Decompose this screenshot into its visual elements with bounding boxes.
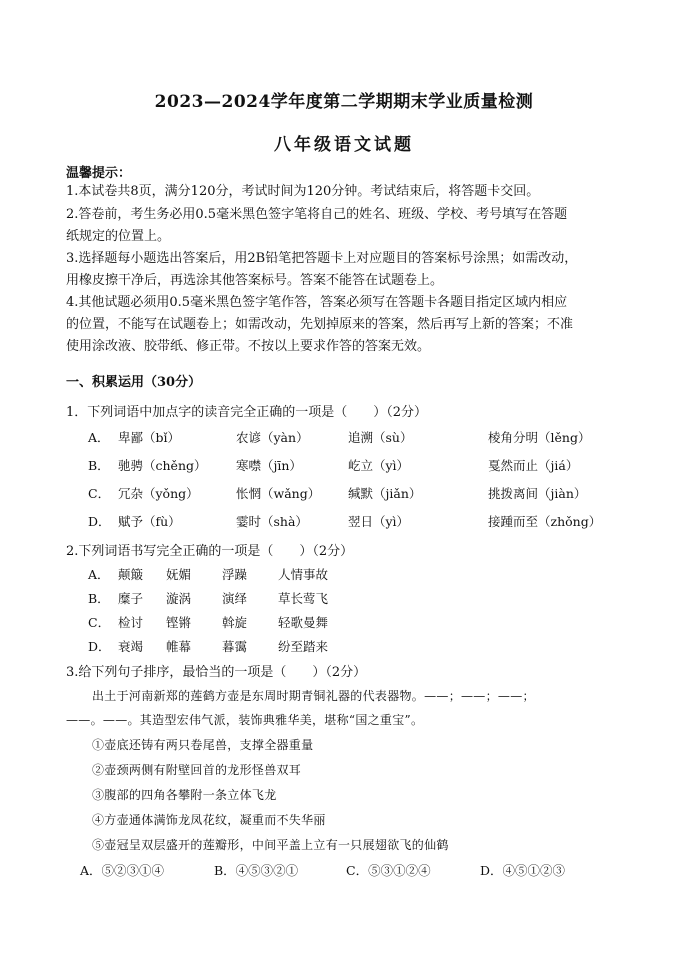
option-label: B． <box>88 591 110 606</box>
option-item: 颠簸 <box>118 567 144 582</box>
option-item: 衰竭 <box>118 639 144 654</box>
tip-line: 1.本试卷共8页，满分120分，考试时间为120分钟。考试结束后，将答题卡交回。 <box>66 184 540 199</box>
exam-subtitle: 八年级语文试题 <box>274 135 414 155</box>
answer-option: D．④⑤①②③ <box>480 863 566 878</box>
sentence-item: ②壶颈两侧有附壁回首的龙形怪兽双耳 <box>92 763 302 777</box>
option-item: 缄默（jiǎn） <box>348 486 422 501</box>
option-item: 浮躁 <box>222 567 248 582</box>
option-item: 赋予（fù） <box>118 514 181 529</box>
option-item: 寒噤（jīn） <box>236 458 302 473</box>
answer-option: A．⑤②③①④ <box>80 863 165 878</box>
option-label: C． <box>88 486 111 501</box>
option-item: 轻歌曼舞 <box>278 615 329 630</box>
tips-heading: 温馨提示： <box>66 166 132 181</box>
passage-line: 出土于河南新郑的莲鹤方壶是东周时期青铜礼器的代表器物。——；——；——； <box>92 689 535 703</box>
option-item: 纷至踏来 <box>278 639 329 654</box>
option-item: 棱角分明（lěng） <box>488 430 591 445</box>
option-item: 翌日（yì） <box>348 514 410 529</box>
option-item: 屹立（yì） <box>348 458 410 473</box>
option-item: 草长莺飞 <box>278 591 329 606</box>
option-item: 挑拨离间（jiàn） <box>488 486 587 501</box>
option-label: D． <box>88 639 111 654</box>
option-item: 农谚（yàn） <box>236 430 309 445</box>
tip-line: 使用涂改液、胶带纸、修正带。不按以上要求作答的答案无效。 <box>66 339 431 354</box>
tip-line: 纸规定的位置上。 <box>66 229 171 244</box>
option-item: 怅惘（wǎng） <box>236 486 321 501</box>
question-1-stem: 1．下列词语中加点字的读音完全正确的一项是（ ）（2分） <box>66 405 428 420</box>
option-label: A． <box>88 567 110 582</box>
tip-line: 3.选择题每小题选出答案后，用2B铅笔把答题卡上对应题目的答案标号涂黑；如需改动， <box>66 251 578 266</box>
option-item: 漩涡 <box>166 591 192 606</box>
sentence-item: ⑤壶冠呈双层盛开的莲瓣形，中间平盖上立有一只展翅欲飞的仙鹤 <box>92 838 449 852</box>
question-2-stem: 2.下列词语书写完全正确的一项是（ ）（2分） <box>66 544 354 559</box>
exam-title: 2023—2024学年度第二学期期末学业质量检测 <box>154 92 534 112</box>
tip-line: 用橡皮擦干净后，再选涂其他答案标号。答案不能答在试题卷上。 <box>66 273 444 288</box>
option-item: 接踵而至（zhǒng） <box>488 514 602 529</box>
option-item: 驰骋（chěng） <box>118 458 207 473</box>
option-item: 检讨 <box>118 615 144 630</box>
sentence-item: ④方壶通体满饰龙凤花纹，凝重而不失华丽 <box>92 813 326 827</box>
section-heading: 一、积累运用（30分） <box>66 375 202 390</box>
tip-line: 4.其他试题必须用0.5毫米黑色签字笔作答，答案必须写在答题卡各题目指定区域内相应 <box>66 295 568 310</box>
question-3-stem: 3.给下列句子排序，最恰当的一项是（ ）（2分） <box>66 665 367 680</box>
option-label: C． <box>88 615 111 630</box>
passage-line: ——。——。其造型宏伟气派，装饰典雅华美，堪称“国之重宝”。 <box>66 713 424 727</box>
option-item: 卑鄙（bǐ） <box>118 430 180 445</box>
option-label: D． <box>88 514 111 529</box>
option-item: 演绎 <box>222 591 248 606</box>
option-item: 铿锵 <box>166 615 192 630</box>
tip-line: 2.答卷前，考生务必用0.5毫米黑色签字笔将自己的姓名、班级、学校、考号填写在答题 <box>66 207 568 222</box>
sentence-item: ③腹部的四角各攀附一条立体飞龙 <box>92 788 277 802</box>
answer-option: C．⑤③①②④ <box>346 863 431 878</box>
answer-option: B．④⑤③②① <box>214 863 299 878</box>
option-label: B． <box>88 458 110 473</box>
option-item: 妩媚 <box>166 567 192 582</box>
option-item: 冗杂（yǒng） <box>118 486 199 501</box>
option-item: 霎时（shà） <box>236 514 308 529</box>
option-item: 糜子 <box>118 591 144 606</box>
tip-line: 的位置，不能写在试题卷上；如需改动，先划掉原来的答案，然后再写上新的答案；不准 <box>66 317 574 332</box>
option-label: A． <box>88 430 110 445</box>
option-item: 追溯（sù） <box>348 430 413 445</box>
option-item: 戛然而止（jiá） <box>488 458 579 473</box>
option-item: 暮霭 <box>222 639 248 654</box>
option-item: 人情事故 <box>278 567 329 582</box>
option-item: 帷幕 <box>166 639 192 654</box>
sentence-item: ①壶底还铸有两只卷尾兽，支撑全器重量 <box>92 738 314 752</box>
option-item: 斡旋 <box>222 615 248 630</box>
